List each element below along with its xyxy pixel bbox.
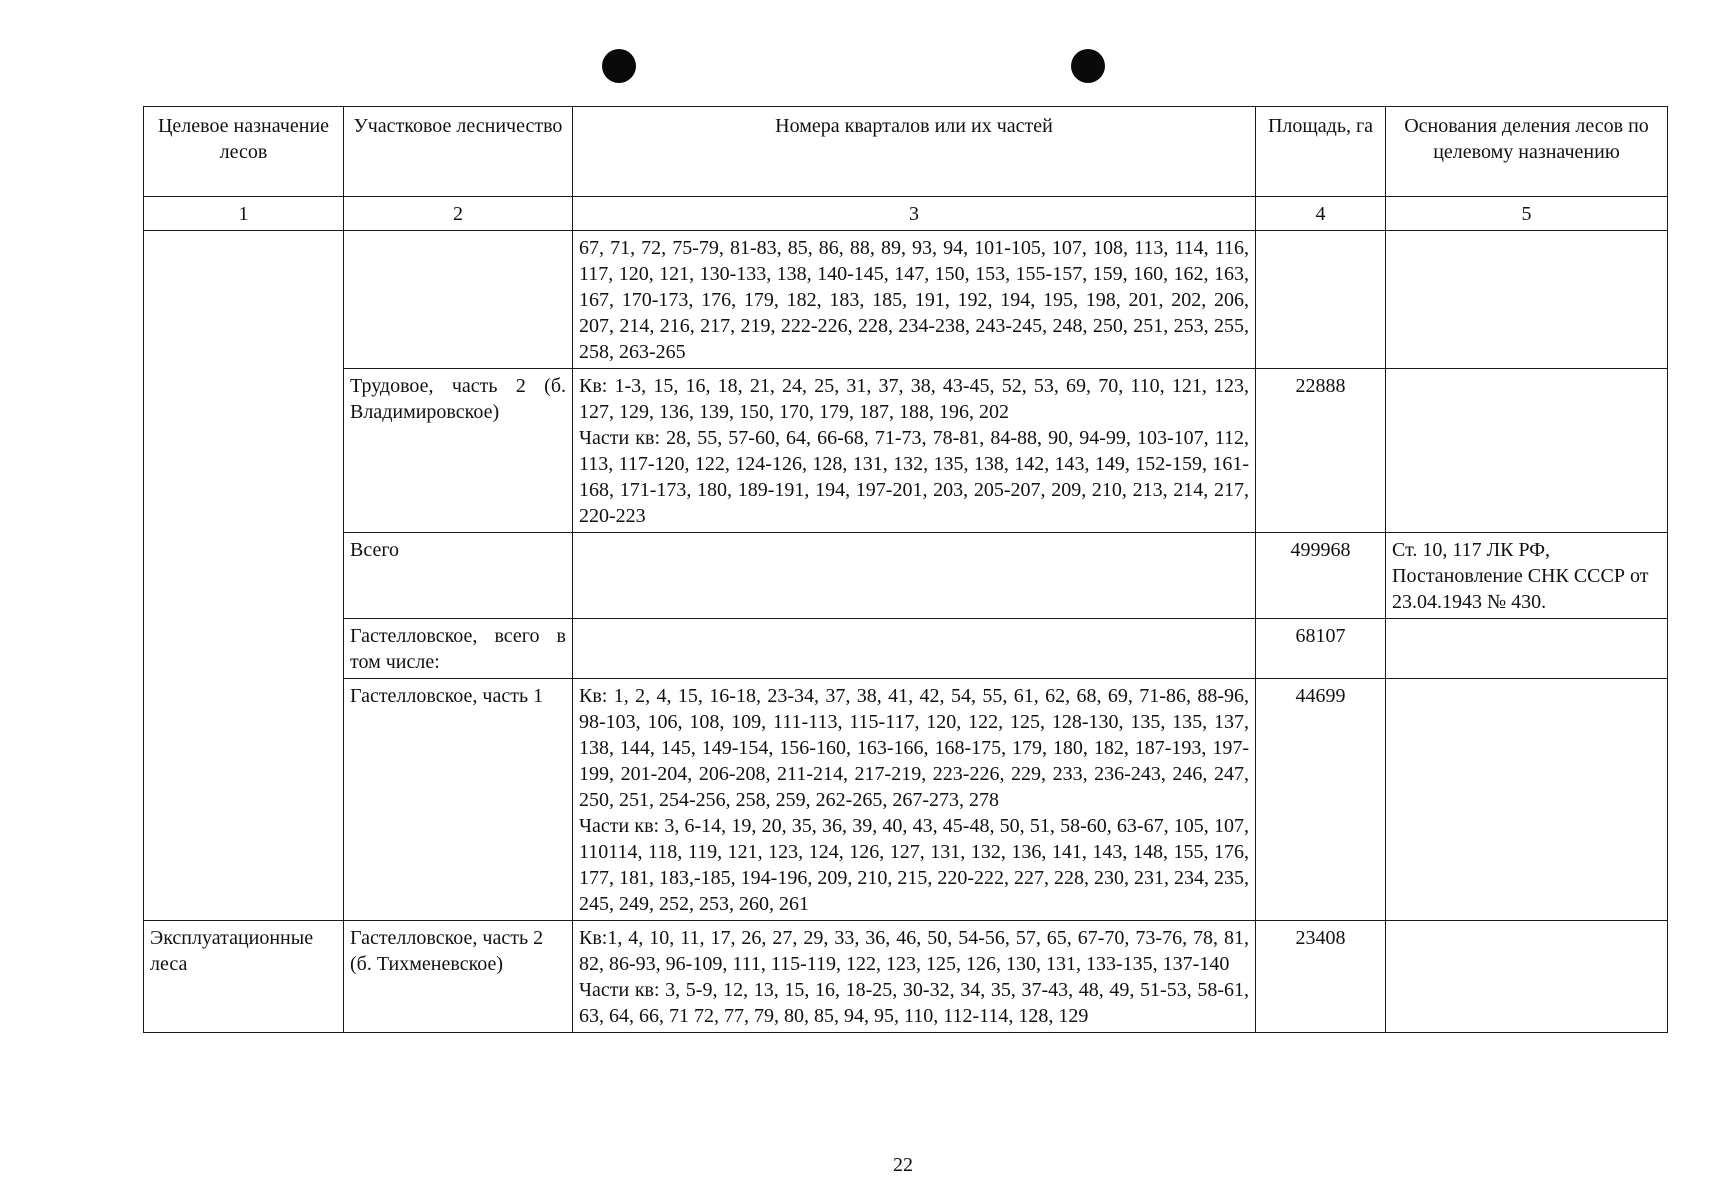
quarters-parts: Части кв: 3, 6-14, 19, 20, 35, 36, 39, 40, 43, 45-48, 50, 51, 58-60, 63-67, 105, 107, 110114, 118, 119, 121, 123, 124, 126, 127, 131, 132, 136, 141, 143, 148, 155, 176, 177, 181, 183,-185, 194-196, 209, 210, 215, 220-222, 227, 228, 230, 231, 234, 235, 245, 249, 252, 253, 260, 261 xyxy=(579,815,1249,915)
forestry-cell: Гастелловское, часть 2 (б. Тихменевское) xyxy=(344,921,573,1033)
area-cell: 499968 xyxy=(1256,533,1386,619)
header-area: Площадь, га xyxy=(1256,107,1386,197)
forestry-cell: Гастелловское, часть 1 xyxy=(344,679,573,921)
basis-cell xyxy=(1386,231,1668,369)
purpose-cell xyxy=(144,231,344,921)
quarters-parts: Части кв: 28, 55, 57-60, 64, 66-68, 71-73, 78-81, 84-88, 90, 94-99, 103-107, 112, 113, 117-120, 122, 124-126, 128, 131, 132, 135, 138, 142, 143, 149, 152-159, 161-168, 171-173, 180, 189-191, 194, 197-201, 203, 205-207, 209, 210, 213, 214, 217, 220-223 xyxy=(579,427,1249,527)
area-cell: 22888 xyxy=(1256,369,1386,533)
column-number: 1 xyxy=(144,197,344,231)
area-cell: 23408 xyxy=(1256,921,1386,1033)
column-number: 5 xyxy=(1386,197,1668,231)
quarters-parts: Части кв: 3, 5-9, 12, 13, 15, 16, 18-25, 30-32, 34, 35, 37-43, 48, 49, 51-53, 58-61, 63, 64, 66, 71 72, 77, 79, 80, 85, 94, 95, 110, 112-114, 128, 129 xyxy=(579,979,1249,1027)
table-row xyxy=(144,231,1668,369)
quarters-cell xyxy=(573,533,1256,619)
column-number-row xyxy=(144,197,1668,231)
column-number: 4 xyxy=(1256,197,1386,231)
basis-cell xyxy=(1386,619,1668,679)
quarters-cell xyxy=(573,231,1256,369)
forest-purpose-table xyxy=(143,106,1668,1033)
page-number: 22 xyxy=(893,1154,913,1176)
header-forestry: Участковое лесничество xyxy=(344,107,573,197)
forestry-cell xyxy=(344,231,573,369)
table-row xyxy=(144,369,1668,533)
area-cell xyxy=(1256,231,1386,369)
table-row xyxy=(144,921,1668,1033)
punch-hole-right xyxy=(1071,49,1105,83)
quarters-cell xyxy=(573,679,1256,921)
quarters-cell xyxy=(573,619,1256,679)
area-cell: 44699 xyxy=(1256,679,1386,921)
quarters-cell xyxy=(573,369,1256,533)
table-row xyxy=(144,619,1668,679)
forestry-cell: Всего xyxy=(344,533,573,619)
quarters-main: Кв:1, 4, 10, 11, 17, 26, 27, 29, 33, 36, 46, 50, 54-56, 57, 65, 67-70, 73-76, 78, 81, 82, 86-93, 96-109, 111, 115-119, 122, 123, 125, 126, 130, 131, 133-135, 137-140 xyxy=(579,927,1249,975)
punch-hole-left xyxy=(602,49,636,83)
header-purpose: Целевое назначение лесов xyxy=(144,107,344,197)
header-quarters: Номера кварталов или их частей xyxy=(573,107,1256,197)
purpose-cell: Эксплуатационные леса xyxy=(144,921,344,1033)
header-basis: Основания деления лесов по целевому назначению xyxy=(1386,107,1668,197)
column-number: 3 xyxy=(573,197,1256,231)
quarters-main: Кв: 1, 2, 4, 15, 16-18, 23-34, 37, 38, 41, 42, 54, 55, 61, 62, 68, 69, 71-86, 88-96, 98-103, 106, 108, 109, 111-113, 115-117, 120, 122, 125, 128-130, 135, 135, 137, 138, 144, 145, 149-154, 156-160, 163-166, 168-175, 179, 180, 182, 187-193, 197-199, 201-204, 206-208, 211-214, 217-219, 223-226, 229, 233, 236-243, 246, 247, 250, 251, 254-256, 258, 259, 262-265, 267-273, 278 xyxy=(579,685,1249,811)
quarters-main: Кв: 1-3, 15, 16, 18, 21, 24, 25, 31, 37, 38, 43-45, 52, 53, 69, 70, 110, 121, 123, 127, 129, 136, 139, 150, 170, 179, 187, 188, 196, 202 xyxy=(579,375,1249,423)
basis-cell xyxy=(1386,679,1668,921)
forestry-cell: Гастелловское, всего в том числе: xyxy=(344,619,573,679)
basis-cell xyxy=(1386,369,1668,533)
table-row xyxy=(144,533,1668,619)
quarters-main: 67, 71, 72, 75-79, 81-83, 85, 86, 88, 89, 93, 94, 101-105, 107, 108, 113, 114, 116, 117, 120, 121, 130-133, 138, 140-145, 147, 150, 153, 155-157, 159, 160, 162, 163, 167, 170-173, 176, 179, 182, 183, 185, 191, 192, 194, 195, 198, 201, 202, 206, 207, 214, 216, 217, 219, 222-226, 228, 234-238, 243-245, 248, 250, 251, 253, 255, 258, 263-265 xyxy=(579,237,1249,363)
table-row xyxy=(144,679,1668,921)
basis-cell: Ст. 10, 117 ЛК РФ, Постановление СНК СССР от 23.04.1943 № 430. xyxy=(1386,533,1668,619)
column-number: 2 xyxy=(344,197,573,231)
forestry-cell: Трудовое, часть 2 (б. Владимировское) xyxy=(344,369,573,533)
table-header-row xyxy=(144,107,1668,197)
basis-cell xyxy=(1386,921,1668,1033)
area-cell: 68107 xyxy=(1256,619,1386,679)
quarters-cell xyxy=(573,921,1256,1033)
